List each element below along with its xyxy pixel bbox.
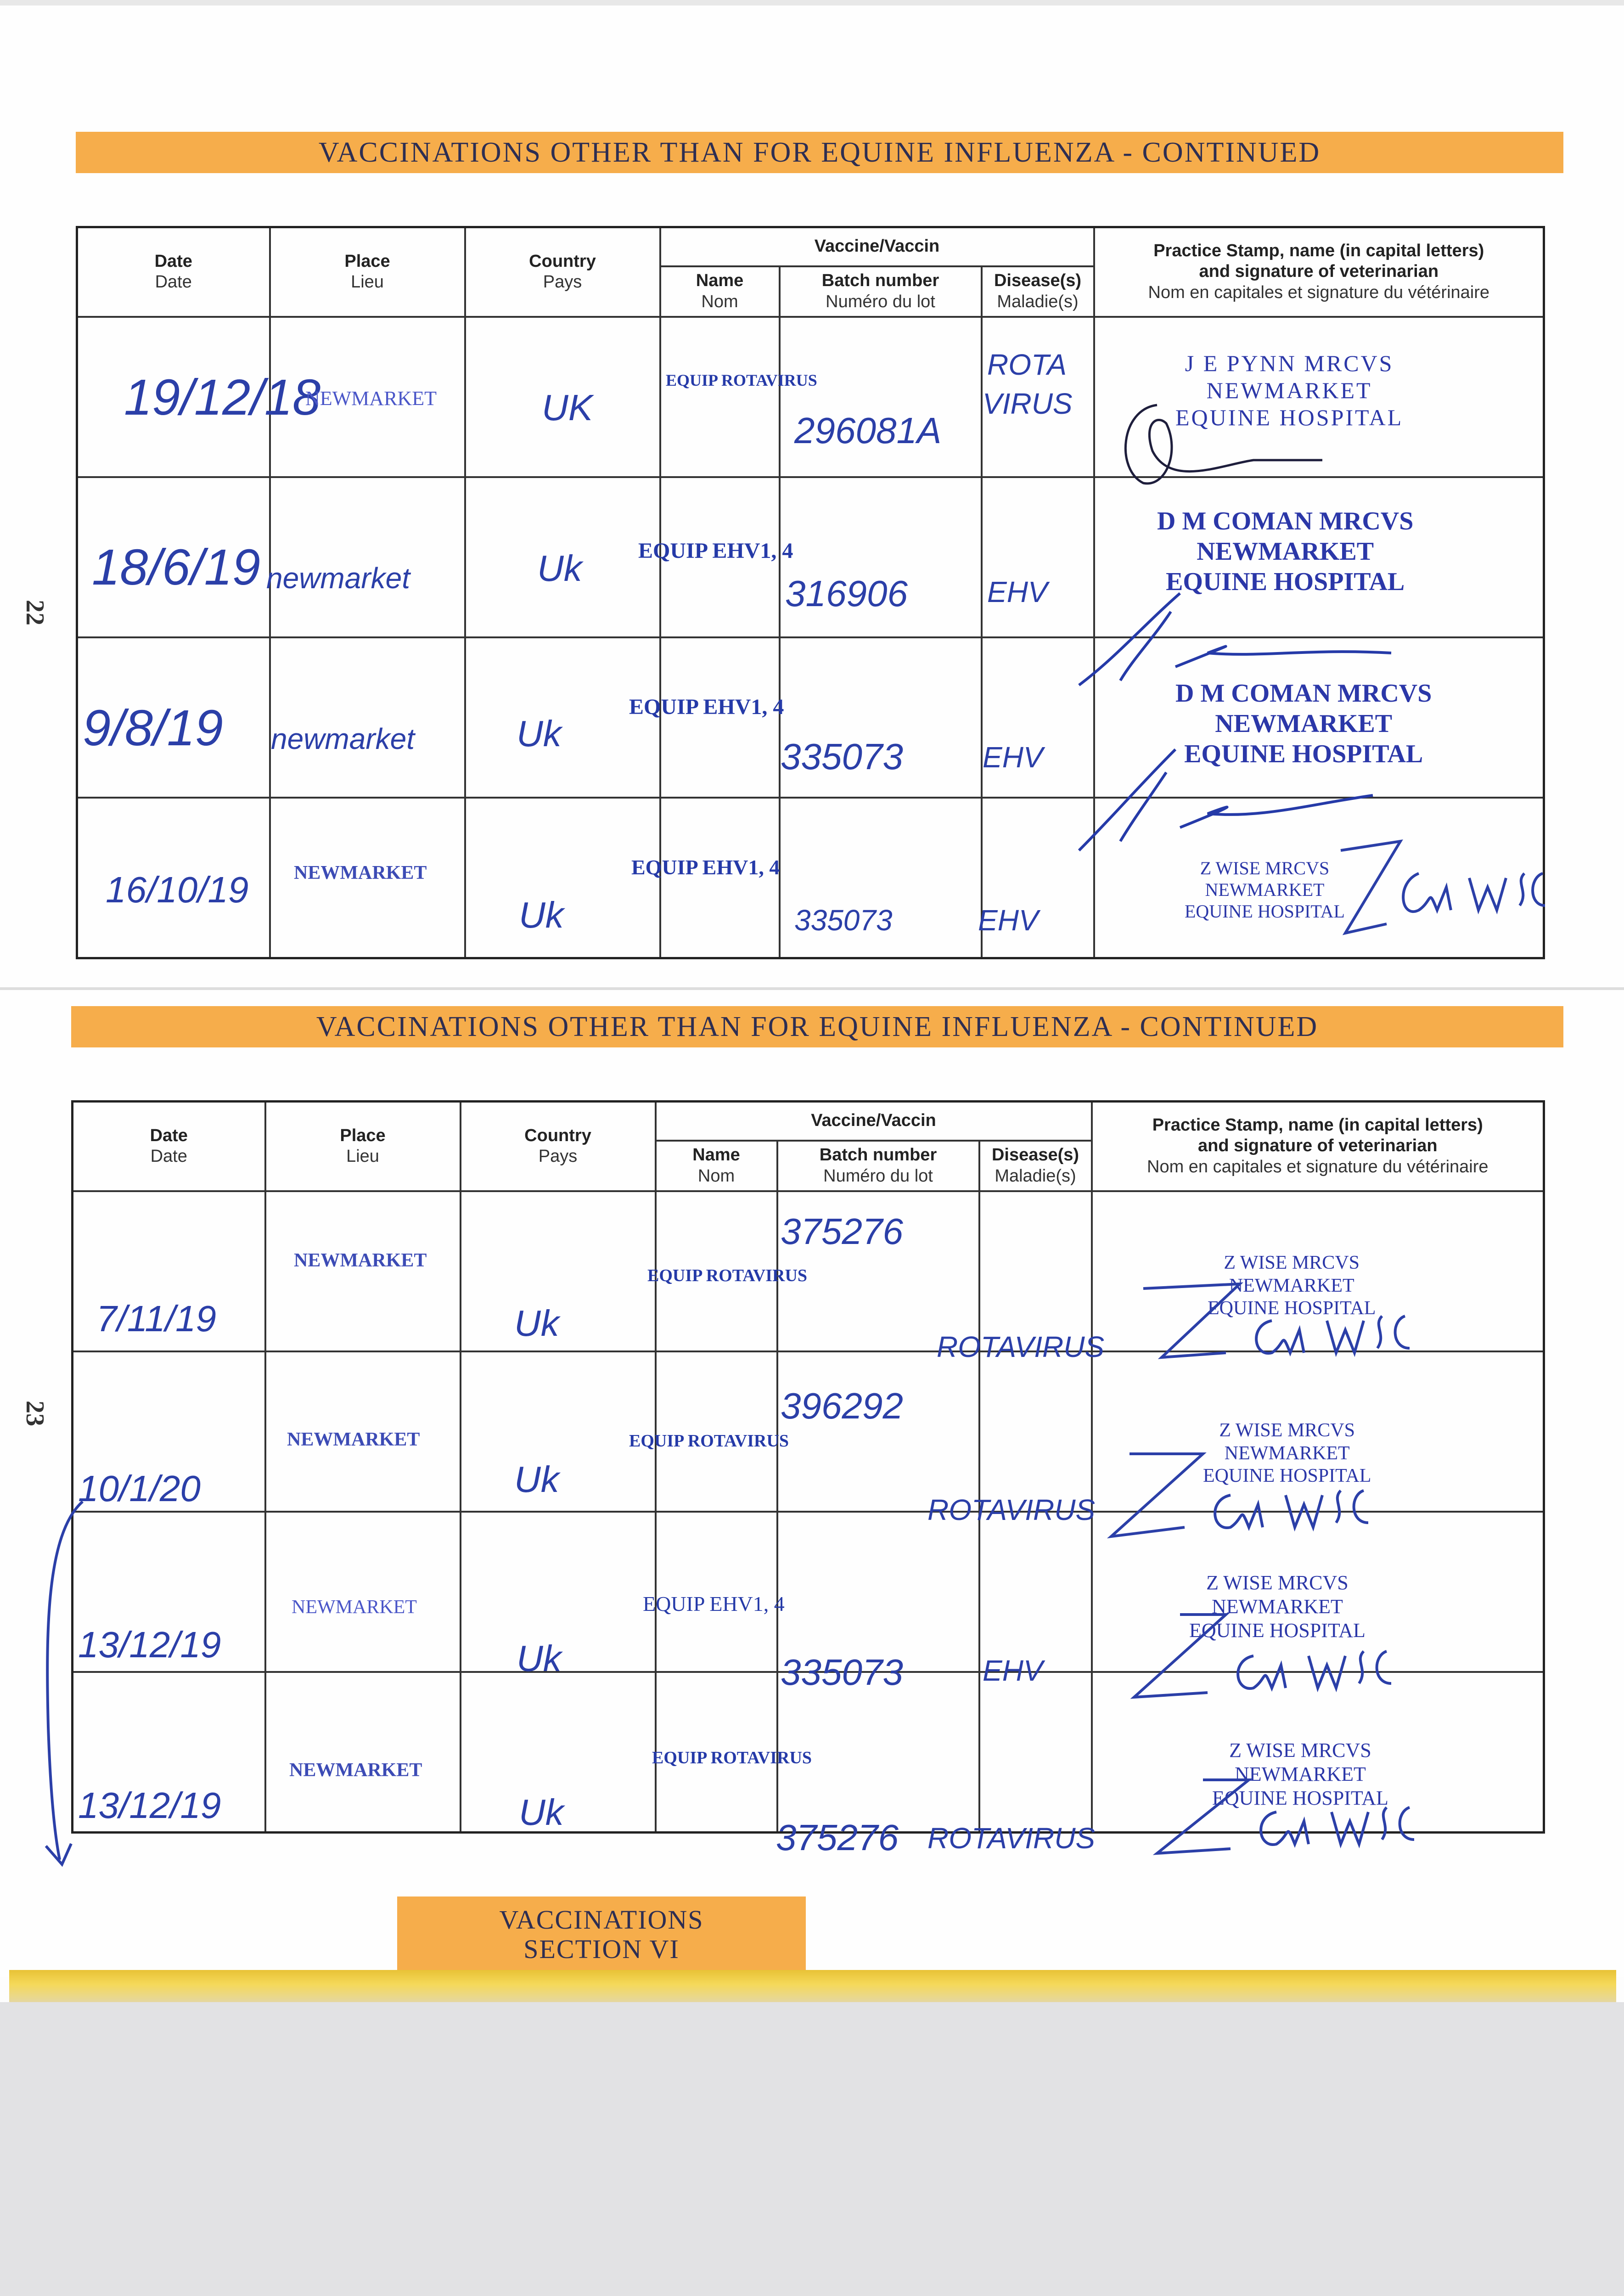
vaccine-name-stamp: EQUIP EHV1, 4 (629, 695, 784, 719)
handwritten-place: newmarket (271, 722, 415, 755)
page-number: 23 (21, 1401, 49, 1426)
handwritten-date: 7/11/19 (96, 1298, 216, 1339)
vet-stamp: J E PYNN MRCVS NEWMARKET EQUINE HOSPITAL (1175, 350, 1404, 430)
handwritten-place: newmarket (266, 562, 410, 595)
vaccine-name-stamp: EQUIP ROTAVIRUS (666, 371, 817, 389)
handwritten-country: UK (542, 387, 593, 428)
col-practice: Practice Stamp, name (in capital letters) and signature of veterinarian Nom en capitales et signature du vétérinaire (1094, 227, 1544, 317)
vaccine-name-stamp: EQUIP ROTAVIRUS (647, 1266, 808, 1285)
place-stamp: NEWMARKET (289, 1760, 422, 1781)
place-stamp: NEWMARKET (292, 1597, 417, 1618)
arrow-annotation (28, 1497, 92, 1874)
col-vaccine: Vaccine/Vaccin (656, 1102, 1092, 1141)
handwritten-disease: EHV (987, 575, 1048, 608)
col-disease: Disease(s) Maladie(s) (979, 1141, 1092, 1191)
handwritten-disease-2: VIRUS (983, 387, 1073, 420)
section-label-line1: VACCINATIONS (499, 1904, 704, 1935)
handwritten-disease: EHV (983, 741, 1043, 774)
handwritten-disease: ROTAVIRUS (927, 1493, 1096, 1526)
col-disease: Disease(s) Maladie(s) (982, 266, 1094, 317)
col-country: Country Pays (461, 1102, 656, 1191)
place-stamp: NEWMARKET (287, 1429, 420, 1450)
vet-signature (1102, 396, 1341, 497)
cover-edge (9, 1970, 1616, 2002)
col-place: Place Lieu (270, 227, 465, 317)
vet-signature (1332, 832, 1547, 942)
page-number: 22 (21, 600, 49, 625)
section-label-line2: SECTION VI (523, 1934, 680, 1964)
handwritten-disease: ROTAVIRUS (927, 1822, 1096, 1855)
vet-signature (1134, 1275, 1419, 1367)
scanner-background (0, 2002, 1624, 2296)
place-stamp: NEWMARKET (294, 862, 427, 884)
handwritten-batch: 375276 (776, 1817, 899, 1858)
col-name: Name Nom (660, 266, 780, 317)
banner-title: VACCINATIONS OTHER THAN FOR EQUINE INFLUENZA - CONTINUED (316, 1011, 1319, 1042)
handwritten-country: Uk (517, 713, 562, 754)
handwritten-batch: 396292 (781, 1385, 903, 1426)
vet-stamp: D M COMAN MRCVS NEWMARKET EQUINE HOSPITAL (1175, 679, 1432, 769)
page-22 (0, 0, 1624, 987)
place-stamp: NEWMARKET (305, 387, 437, 410)
handwritten-disease: ROTAVIRUS (937, 1330, 1105, 1363)
col-batch: Batch number Numéro du lot (777, 1141, 979, 1191)
handwritten-date: 9/8/19 (83, 700, 223, 756)
col-name: Name Nom (656, 1141, 777, 1191)
col-vaccine: Vaccine/Vaccin (660, 227, 1094, 266)
handwritten-batch: 296081A (794, 410, 942, 451)
vet-stamp: Z WISE MRCVS NEWMARKET EQUINE HOSPITAL (1185, 858, 1345, 922)
section-banner (76, 132, 1563, 173)
col-practice: Practice Stamp, name (in capital letters) and signature of veterinarian Nom en capitales et signature du vétérinaire (1092, 1102, 1544, 1191)
section-banner (71, 1006, 1563, 1047)
vet-signature (1139, 1771, 1423, 1863)
vaccine-name-stamp: EQUIP ROTAVIRUS (652, 1748, 812, 1767)
handwritten-date: 13/12/19 (78, 1785, 221, 1826)
vet-stamp: Z WISE MRCVS NEWMARKET EQUINE HOSPITAL (1189, 1571, 1366, 1642)
vaccine-name-stamp: EQUIP ROTAVIRUS (629, 1431, 789, 1451)
col-date: Date Date (73, 1102, 265, 1191)
handwritten-country: Uk (537, 548, 582, 589)
page-23 (0, 987, 1624, 1977)
handwritten-country: Uk (514, 1459, 559, 1500)
handwritten-batch: 375276 (781, 1211, 903, 1252)
handwritten-batch: 316906 (785, 573, 908, 614)
handwritten-disease: EHV (978, 904, 1039, 937)
vaccine-name-stamp: EQUIP EHV1, 4 (631, 855, 780, 879)
vet-stamp: Z WISE MRCVS NEWMARKET EQUINE HOSPITAL (1208, 1252, 1376, 1319)
vet-stamp: Z WISE MRCVS NEWMARKET EQUINE HOSPITAL (1203, 1420, 1371, 1487)
handwritten-country: Uk (519, 1792, 564, 1833)
handwritten-date: 10/1/20 (78, 1468, 201, 1509)
col-place: Place Lieu (265, 1102, 461, 1191)
section-label-box (397, 1896, 806, 1972)
handwritten-batch: 335073 (781, 736, 903, 777)
vet-signature (1070, 584, 1400, 690)
vet-signature (1116, 1605, 1400, 1706)
col-country: Country Pays (465, 227, 660, 317)
handwritten-batch: 335073 (781, 1652, 903, 1693)
handwritten-date: 16/10/19 (106, 869, 249, 910)
handwritten-date: 18/6/19 (92, 539, 261, 596)
handwritten-date: 13/12/19 (78, 1624, 221, 1665)
col-date: Date Date (77, 227, 270, 317)
vet-signature (1093, 1445, 1377, 1546)
vet-stamp: Z WISE MRCVS NEWMARKET EQUINE HOSPITAL (1212, 1739, 1388, 1809)
handwritten-country: Uk (519, 895, 564, 935)
vet-stamp: D M COMAN MRCVS NEWMARKET EQUINE HOSPITAL (1157, 507, 1414, 597)
handwritten-date: 19/12/18 (124, 369, 321, 426)
banner-title: VACCINATIONS OTHER THAN FOR EQUINE INFLUENZA - CONTINUED (318, 136, 1321, 168)
handwritten-batch: 335073 (794, 904, 893, 937)
handwritten-disease: EHV (983, 1654, 1043, 1687)
vaccine-name-stamp: EQUIP EHV1, 4 (638, 539, 793, 563)
handwritten-disease: ROTA (987, 348, 1067, 381)
place-stamp: NEWMARKET (294, 1250, 427, 1271)
vaccine-name-stamp: EQUIP EHV1, 4 (643, 1592, 785, 1615)
handwritten-country: Uk (517, 1638, 562, 1679)
handwritten-country: Uk (514, 1303, 559, 1344)
col-batch: Batch number Numéro du lot (780, 266, 982, 317)
